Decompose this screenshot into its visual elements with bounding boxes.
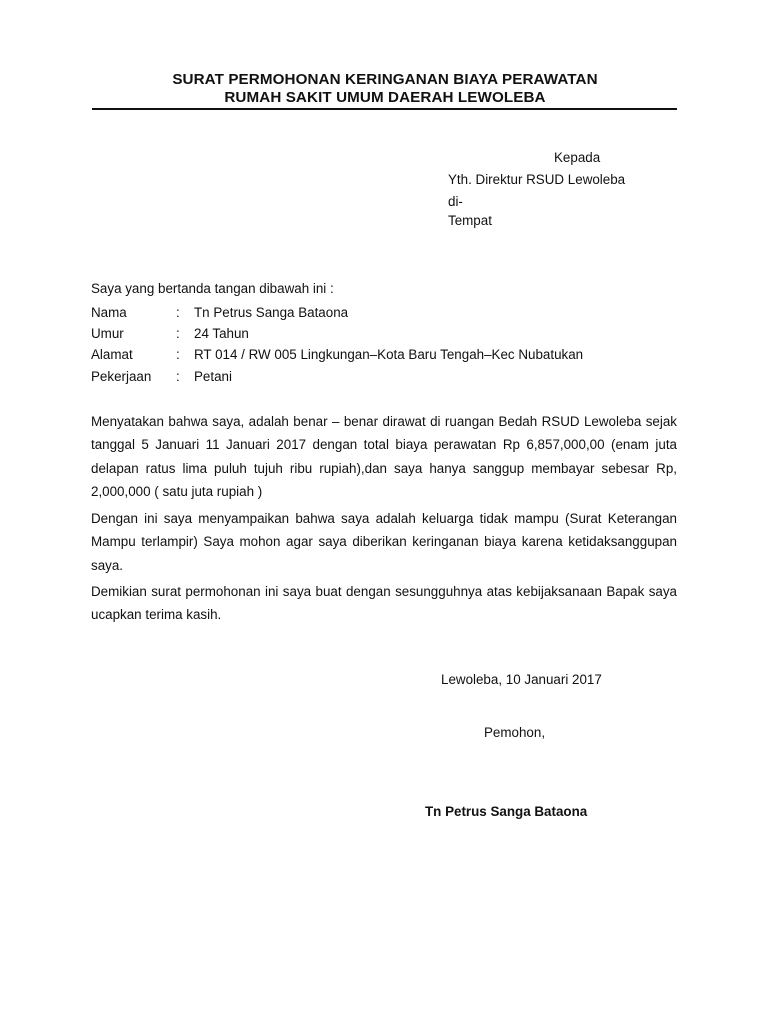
identity-value-nama: Tn Petrus Sanga Bataona	[194, 305, 349, 320]
identity-colon: :	[176, 347, 180, 362]
identity-colon: :	[176, 326, 180, 341]
identity-colon: :	[176, 305, 180, 320]
letter-title-line-1: SURAT PERMOHONAN KERINGANAN BIAYA PERAWATAN	[172, 71, 598, 88]
identity-label-alamat: Alamat	[91, 347, 133, 362]
identity-label-pekerjaan: Pekerjaan	[91, 369, 152, 384]
recipient-tempat: Tempat	[448, 213, 492, 228]
pemohon-label: Pemohon,	[484, 725, 546, 740]
identity-colon: :	[176, 369, 180, 384]
recipient-kepada: Kepada	[554, 150, 601, 165]
letter-title-line-2: RUMAH SAKIT UMUM DAERAH LEWOLEBA	[224, 89, 546, 106]
signature-name: Tn Petrus Sanga Bataona	[425, 804, 588, 819]
title-underline	[92, 108, 677, 110]
recipient-di: di-	[448, 194, 463, 209]
paragraph-request: Dengan ini saya menyampaikan bahwa saya adalah keluarga tidak mampu (Surat Keterangan Mampu terlampir) Saya mohon agar saya diberikan keringanan biaya karena ketidaksanggupan saya.	[91, 511, 677, 573]
identity-value-alamat: RT 014 / RW 005 Lingkungan–Kota Baru Tengah–Kec Nubatukan	[194, 347, 584, 362]
intro-text: Saya yang bertanda tangan dibawah ini :	[91, 281, 334, 296]
identity-value-pekerjaan: Petani	[194, 369, 232, 384]
identity-label-umur: Umur	[91, 326, 124, 341]
place-date: Lewoleba, 10 Januari 2017	[441, 672, 602, 687]
identity-value-umur: 24 Tahun	[194, 326, 249, 341]
paragraph-closing: Demikian surat permohonan ini saya buat dengan sesungguhnya atas kebijaksanaan Bapak saya ucapkan terima kasih.	[91, 584, 677, 623]
identity-label-nama: Nama	[91, 305, 127, 320]
recipient-yth: Yth. Direktur RSUD Lewoleba	[448, 172, 626, 187]
paragraph-statement: Menyatakan bahwa saya, adalah benar – benar dirawat di ruangan Bedah RSUD Lewoleba sejak tanggal 5 Januari 11 Januari 2017 dengan total biaya perawatan Rp 6,857,000,00 (enam juta delapan ratus lima puluh tujuh ribu rupiah),dan saya hanya sanggup membayar sebesar Rp, 2,000,000 ( satu juta rupiah )	[91, 414, 677, 499]
